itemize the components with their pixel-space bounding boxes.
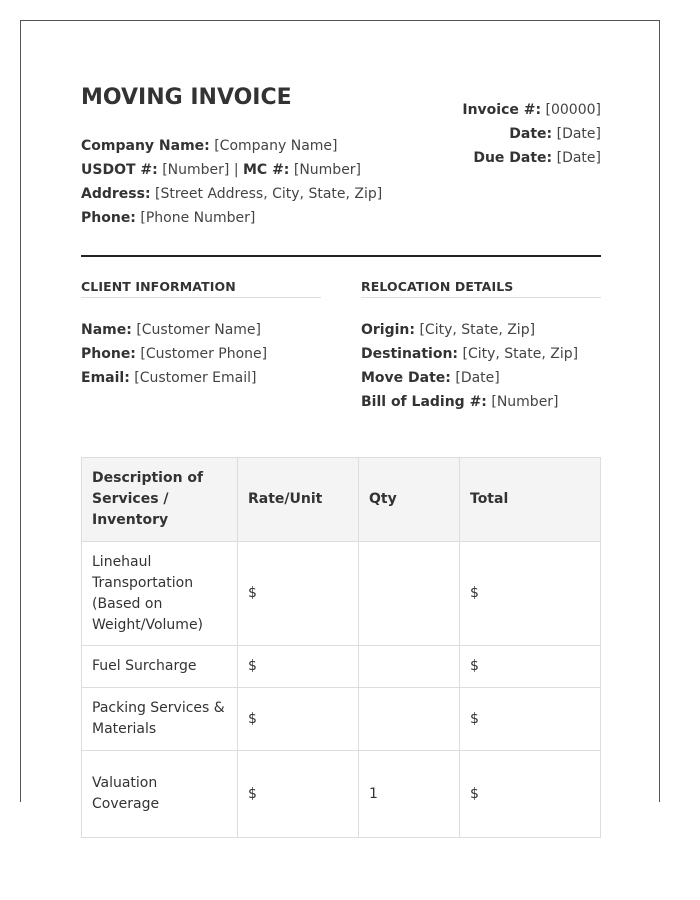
origin-value: [City, State, Zip] <box>419 322 536 338</box>
usdot-label: USDOT #: <box>81 162 158 178</box>
company-name-value: [Company Name] <box>214 138 338 154</box>
header-qty: Qty <box>359 458 460 542</box>
bill-of-lading-value: [Number] <box>491 394 559 410</box>
client-email-value: [Customer Email] <box>134 370 257 386</box>
move-date-line <box>361 366 601 390</box>
row-total: $ <box>460 688 601 751</box>
row-total: $ <box>460 542 601 646</box>
due-date-label: Due Date: <box>473 150 553 166</box>
row-qty <box>359 688 460 751</box>
company-phone-line <box>81 206 382 230</box>
invoice-date-line <box>462 122 601 146</box>
table-header-row <box>82 458 601 542</box>
client-email-label: Email: <box>81 370 130 386</box>
client-information-heading: CLIENT INFORMATION <box>81 279 321 298</box>
due-date-value: [Date] <box>556 150 601 166</box>
row-rate: $ <box>238 688 359 751</box>
row-rate: $ <box>238 542 359 646</box>
invoice-page <box>20 20 660 812</box>
row-description: Packing Services & Materials <box>82 688 238 751</box>
row-total: $ <box>460 646 601 688</box>
client-phone-label: Phone: <box>81 346 136 362</box>
invoice-date-label: Date: <box>509 126 553 142</box>
table-row <box>82 688 601 751</box>
mc-label: MC #: <box>242 162 290 178</box>
row-description: Linehaul Transportation (Based on Weight/Volume) <box>82 542 238 646</box>
relocation-details-heading: RELOCATION DETAILS <box>361 279 601 298</box>
client-name-label: Name: <box>81 322 132 338</box>
services-table <box>81 457 601 838</box>
table-row <box>82 542 601 646</box>
move-date-value: [Date] <box>455 370 500 386</box>
row-description: Fuel Surcharge <box>82 646 238 688</box>
table-row <box>82 646 601 688</box>
row-total: $ <box>460 751 601 838</box>
relocation-details-section <box>361 279 601 414</box>
origin-line <box>361 318 601 342</box>
invoice-date-value: [Date] <box>556 126 601 142</box>
destination-line <box>361 342 601 366</box>
company-info <box>81 134 382 230</box>
header-total: Total <box>460 458 601 542</box>
client-name-line <box>81 318 321 342</box>
company-address-label: Address: <box>81 186 151 202</box>
move-date-label: Move Date: <box>361 370 451 386</box>
company-name-line <box>81 134 382 158</box>
destination-label: Destination: <box>361 346 459 362</box>
client-phone-line <box>81 342 321 366</box>
bill-of-lading-line <box>361 390 601 414</box>
invoice-number-value: [00000] <box>545 102 601 118</box>
header-description: Description of Services / Inventory <box>82 458 238 542</box>
row-qty: 1 <box>359 751 460 838</box>
company-phone-value: [Phone Number] <box>140 210 256 226</box>
company-address-value: [Street Address, City, State, Zip] <box>155 186 383 202</box>
mc-value: [Number] <box>293 162 362 178</box>
client-phone-value: [Customer Phone] <box>140 346 268 362</box>
table-row <box>82 751 601 838</box>
row-qty <box>359 646 460 688</box>
client-information-body <box>81 318 321 390</box>
client-name-value: [Customer Name] <box>136 322 261 338</box>
row-description: Valuation Coverage <box>82 751 238 838</box>
invoice-number-line <box>462 98 601 122</box>
usdot-mc-separator: | <box>233 162 239 178</box>
row-rate: $ <box>238 646 359 688</box>
due-date-line <box>462 146 601 170</box>
relocation-details-body <box>361 318 601 414</box>
header-rate-unit: Rate/Unit <box>238 458 359 542</box>
client-email-line <box>81 366 321 390</box>
usdot-value: [Number] <box>162 162 230 178</box>
invoice-meta <box>462 98 601 170</box>
usdot-mc-line <box>81 158 382 182</box>
row-rate: $ <box>238 751 359 838</box>
header-divider <box>81 255 601 257</box>
client-information-section <box>81 279 321 390</box>
bill-of-lading-label: Bill of Lading #: <box>361 394 487 410</box>
invoice-title: MOVING INVOICE <box>81 85 292 110</box>
origin-label: Origin: <box>361 322 415 338</box>
company-address-line <box>81 182 382 206</box>
company-name-label: Company Name: <box>81 138 210 154</box>
invoice-number-label: Invoice #: <box>462 102 542 118</box>
destination-value: [City, State, Zip] <box>462 346 579 362</box>
company-phone-label: Phone: <box>81 210 136 226</box>
row-qty <box>359 542 460 646</box>
